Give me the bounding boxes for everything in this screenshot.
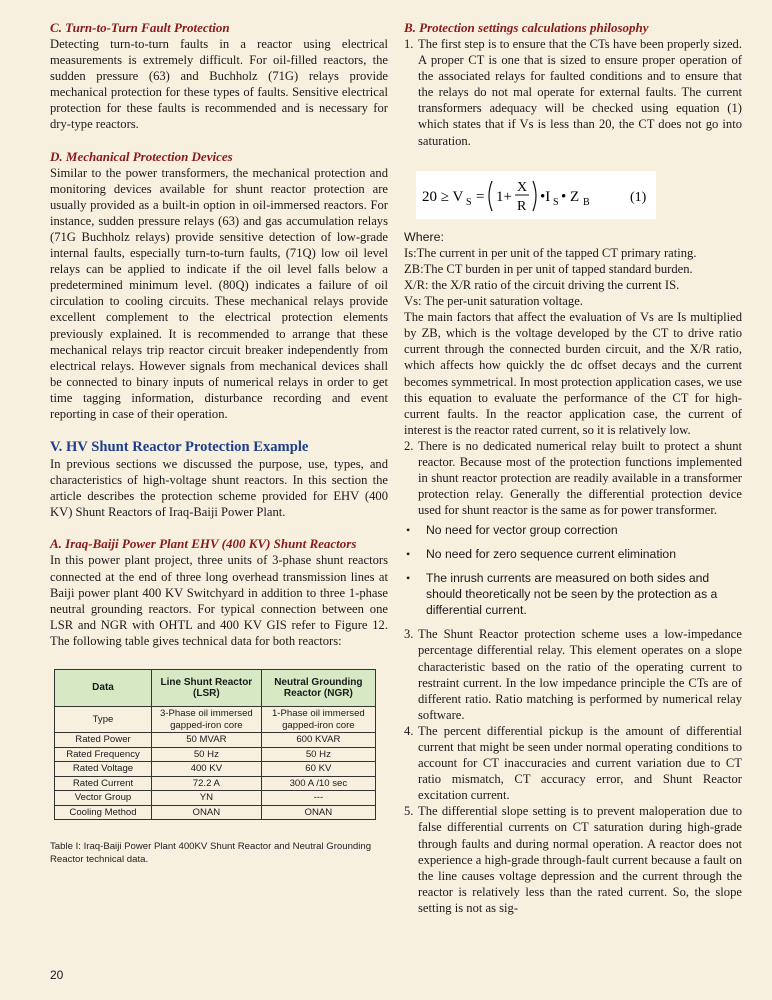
svg-text:B: B	[583, 196, 590, 208]
table-row	[55, 791, 376, 806]
table-header-cell: Line Shunt Reactor (LSR)	[152, 670, 262, 707]
table-cell: 50 MVAR	[152, 733, 262, 748]
svg-text:20 ≥ V: 20 ≥ V	[422, 188, 464, 205]
table-cell: 60 KV	[261, 762, 375, 777]
table-cell: 1-Phase oil immersed gapped-iron core	[261, 707, 375, 733]
equation-image	[416, 171, 656, 219]
bullet-item	[404, 570, 742, 618]
table-cell: 3-Phase oil immersed gapped-iron core	[152, 707, 262, 733]
definition-vs: Vs: The per-unit saturation voltage.	[404, 294, 583, 309]
table-row	[55, 776, 376, 791]
section-d-text: Similar to the power transformers, the mechanical protection and monitoring devices available for shunt reactor protection are usually provided as a built-in option in oil-immersed reactors. For instance, sudden pressure relays (63) and gas accumulation relays (71G Buchholz relays) provide sensitive detection of low-grade internal faults, especially turn-to-turn faults, (71Q) low oil level relays can be applied to indicate if the oil level falls below a predetermined minimum level. (80Q) indicates a failure of oil circulation to cooling circuits. These mechanical relays provide excellent complement to the electrical protection elements previously explained. It is recommended to arrange that these mechanical relays trip reactor circuit breaker independently from electrical relays. However signals from mechanical devices shall be connected to binary inputs of numerical relays in order to get time tagging information, disturbance recording and event reporting in case of their operation.	[50, 165, 388, 421]
list-number: 5.	[404, 804, 414, 819]
definition-xr: X/R: the X/R ratio of the circuit driving the current IS.	[404, 277, 680, 292]
svg-text:=: =	[476, 188, 485, 205]
bullet-item	[404, 522, 742, 538]
table-cell: Rated Current	[55, 776, 152, 791]
equation-figure	[416, 171, 656, 219]
table-row	[55, 805, 376, 820]
table-row	[55, 747, 376, 762]
definition-is: Is:The current in per unit of the tapped CT primary rating.	[404, 245, 697, 260]
list-number: 3.	[404, 627, 414, 642]
definition-zb: ZB:The CT burden in per unit of tapped standard burden.	[404, 261, 693, 276]
reactor-data-table	[54, 669, 376, 820]
table-caption: Table I: Iraq-Baiji Power Plant 400KV Shunt Reactor and Neutral Grounding Reactor technical data.	[50, 841, 372, 865]
bullet-item	[404, 546, 742, 562]
list-number: 4.	[404, 723, 414, 738]
svg-text:S: S	[553, 196, 559, 208]
list-item	[404, 438, 742, 518]
item-3-text: The Shunt Reactor protection scheme uses a low-impedance percentage differential relay. This element operates on a slope characteristic based on the ratio of the operating current to restraint current. In the low impedance principle the CTs are of different ratio. Ratio matching is performed by numerical relay software.	[418, 627, 742, 722]
svg-text:R: R	[517, 198, 527, 214]
item-2-text: There is no dedicated numerical relay built to protect a shunt reactor. Because most of the protection functions implemented in shunt reactor protection are readily available in a transformer protection relay. Generally the differential protection device used for shunt reactor is the same as for power transformer.	[418, 438, 742, 518]
where-label: Where:	[404, 229, 444, 244]
list-number: 2.	[404, 438, 414, 453]
table-cell: 50 Hz	[152, 747, 262, 762]
left-column	[50, 20, 388, 866]
item-1-text: The first step is to ensure that the CTs have been properly sized. A proper CT is one that is sized to ensure proper operation of the associated relays for faulted conditions and to ensure that the relays do not mal operate for external faults. The current transformers adequacy will be checked using equation (1) which states that if Vs is less than 20, the CT does not go into saturation.	[418, 37, 742, 148]
list-item	[404, 723, 742, 803]
table-cell: 72.2 A	[152, 776, 262, 791]
section-b-title: B. Protection settings calculations philosophy	[404, 20, 649, 35]
table-header-cell: Data	[55, 670, 152, 707]
table-header-row	[55, 670, 376, 707]
bullet-dot: •	[406, 547, 411, 562]
section-c-text: Detecting turn-to-turn faults in a reactor using electrical measurements is extremely difficult. For oil-filled reactors, the sudden pressure (63) and Buchholz (71G) relays provide mechanical protection for these types of faults. Sensitive electrical protection for these faults is recommended and is necessary for dry-type reactors.	[50, 37, 388, 132]
item-5-text: The differential slope setting is to prevent maloperation due to false differential currents on CT saturation during high-grade through faults and during normal operation. A reactor does not experience a high-grade through-fault current because a fault on the line causes voltage depression and the current through the reactor is relatively less than the rated current. So, the slope setting is not as sig-	[418, 804, 742, 915]
bullet-dot: •	[406, 523, 411, 538]
table-header-cell: Neutral Grounding Reactor (NGR)	[261, 670, 375, 707]
section-d-title: D. Mechanical Protection Devices	[50, 148, 233, 164]
table-cell: Type	[55, 707, 152, 733]
list-item	[404, 803, 742, 916]
table-row	[55, 733, 376, 748]
bullet-dot: •	[406, 571, 411, 586]
right-column	[404, 20, 742, 916]
bullet-3-text: The inrush currents are measured on both sides and should theoretically not be seen by the protection as a differential current.	[426, 571, 718, 618]
table-cell: Rated Voltage	[55, 762, 152, 777]
table-row	[55, 707, 376, 733]
table-row	[55, 762, 376, 777]
svg-text:X: X	[517, 179, 528, 195]
section-v-title: V. HV Shunt Reactor Protection Example	[50, 439, 309, 456]
table-cell: 50 Hz	[261, 747, 375, 762]
table-cell: 600 KVAR	[261, 733, 375, 748]
item-4-text: The percent differential pickup is the amount of differential current that might be seen under normal operating conditions to account for CT inaccuracies and current variation due to CT ratio mismatch, CT accuracy error, and Shunt Reactor excitation current.	[418, 723, 742, 803]
table-cell: ONAN	[152, 805, 262, 820]
bullet-1-text: No need for vector group correction	[426, 523, 618, 538]
section-a-title: A. Iraq-Baiji Power Plant EHV (400 KV) Shunt Reactors	[50, 536, 357, 552]
table-cell: Vector Group	[55, 791, 152, 806]
svg-text:S: S	[466, 196, 472, 208]
section-c-title: C. Turn-to-Turn Fault Protection	[50, 20, 230, 35]
table-cell: Rated Power	[55, 733, 152, 748]
table-cell: Cooling Method	[55, 805, 152, 820]
list-item	[404, 626, 742, 723]
factors-text: The main factors that affect the evaluation of Vs are Is multiplied by ZB, which is the voltage developed by the CT to drive ratio current through the connected burden circuit, and the X/R ratio, which affects how quickly the dc offset decays and the current becomes symmetrical. In most protection application cases, we use this equation to evaluate the performance of the CT for high-current faults. In the reactor application case, the current of interest is the reactor rated current, so it is relatively low.	[404, 310, 742, 437]
section-a-text: In this power plant project, three units of 3-phase shunt reactors connected at the end of three long overhead transmission lines at Baiji power plant 400 KV Switchyard in addition to three 1-phase neutral grounding reactors. For typical connection between one LSR and NGR with OHTL and 400 KV GIS refer to Figure 12. The following table gives technical data for both reactors:	[50, 553, 388, 648]
table-cell: ---	[261, 791, 375, 806]
table-cell: 300 A /10 sec	[261, 776, 375, 791]
section-v-text: In previous sections we discussed the purpose, use, types, and characteristics of high-voltage shunt reactors. In this section the article describes the protection scheme provided for EHV (400 KV) Shunt Reactors of Iraq-Baiji Power Plant.	[50, 457, 388, 520]
table-cell: YN	[152, 791, 262, 806]
table-cell: ONAN	[261, 805, 375, 820]
table-cell: Rated Frequency	[55, 747, 152, 762]
svg-text:1+: 1+	[496, 188, 512, 205]
equation-number: (1)	[630, 189, 647, 205]
bullet-2-text: No need for zero sequence current elimination	[426, 547, 676, 562]
table-cell: 400 KV	[152, 762, 262, 777]
list-item	[404, 36, 742, 149]
page-number: 20	[50, 968, 64, 982]
list-number: 1.	[404, 37, 414, 51]
svg-text:•I: •I	[540, 188, 551, 205]
svg-text:• Z: • Z	[561, 188, 580, 205]
